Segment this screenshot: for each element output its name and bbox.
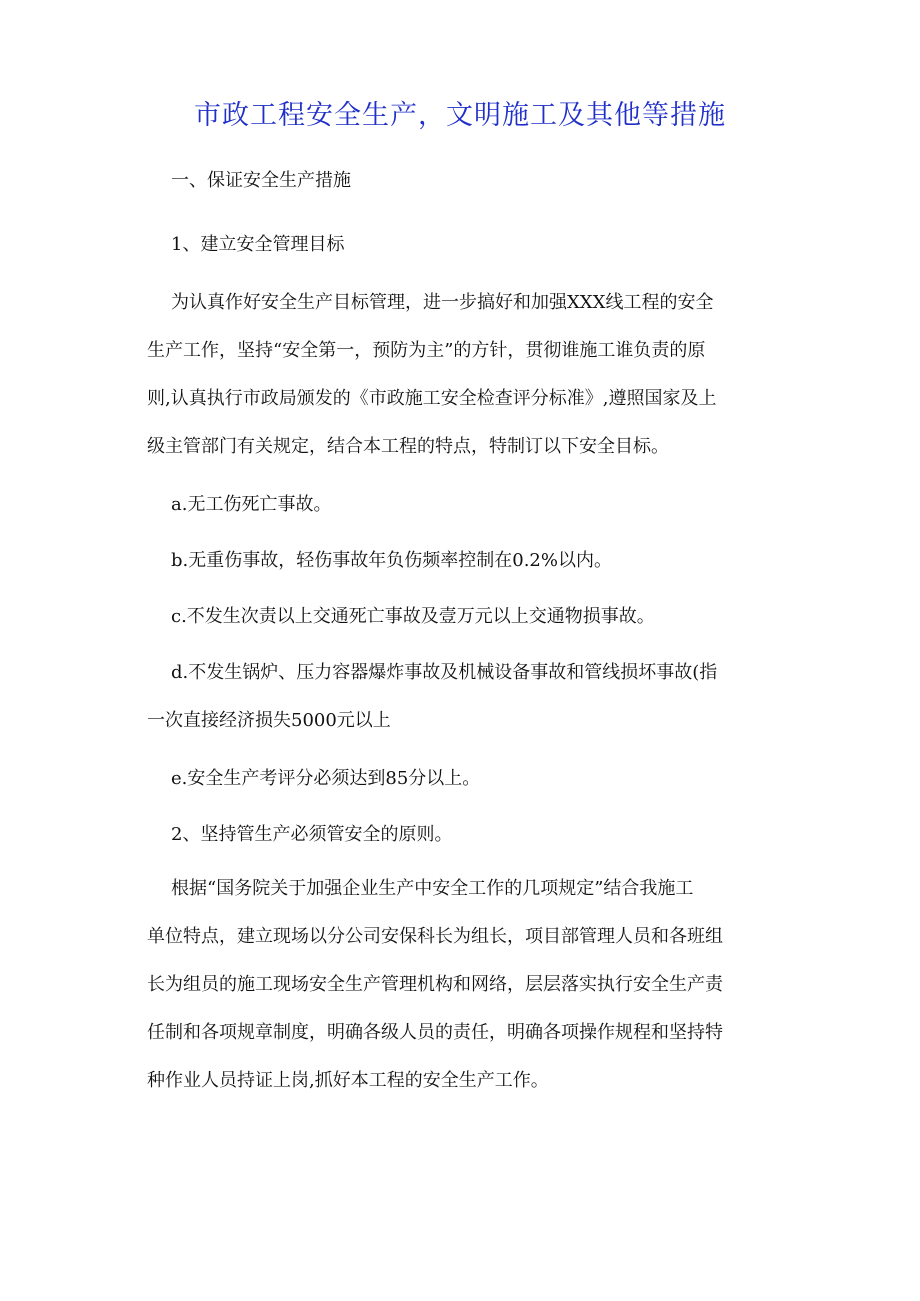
paragraph-line: 长为组员的施工现场安全生产管理机构和网络，层层落实执行安全生产责 xyxy=(147,974,723,995)
section-heading-1: 一、保证安全生产措施 xyxy=(171,170,351,191)
goal-item-e: e.安全生产考评分必须达到85分以上。 xyxy=(171,768,481,789)
paragraph-line: 级主管部门有关规定，结合本工程的特点，特制订以下安全目标。 xyxy=(147,436,669,457)
paragraph-line: 生产工作，坚持“安全第一，预防为主”的方针，贯彻谁施工谁负责的原 xyxy=(147,340,706,361)
paragraph-line: 则,认真执行市政局颁发的《市政施工安全检查评分标准》,遵照国家及上 xyxy=(147,388,717,409)
goal-item-a: a.无工伤死亡事故。 xyxy=(171,494,332,515)
paragraph-line: 根据“国务院关于加强企业生产中安全工作的几项规定”结合我施工 xyxy=(171,878,694,899)
paragraph-line: 任制和各项规章制度，明确各级人员的责任，明确各项操作规程和坚持特 xyxy=(147,1022,723,1043)
goal-item-c: c.不发生次责以上交通死亡事故及壹万元以上交通物损事故。 xyxy=(171,606,655,627)
paragraph-line: 单位特点，建立现场以分公司安保科长为组长，项目部管理人员和各班组 xyxy=(147,926,723,947)
subsection-heading-1-1: 1、建立安全管理目标 xyxy=(171,234,345,255)
goal-item-b: b.无重伤事故，轻伤事故年负伤频率控制在0.2%以内。 xyxy=(171,550,612,571)
paragraph-line: d.不发生锅炉、压力容器爆炸事故及机械设备事故和管线损坏事故(指 xyxy=(171,662,718,683)
paragraph-line: 种作业人员持证上岗,抓好本工程的安全生产工作。 xyxy=(147,1070,549,1091)
document-title: 市政工程安全生产，文明施工及其他等措施 xyxy=(194,100,726,131)
paragraph-line: 一次直接经济损失5000元以上 xyxy=(147,710,391,731)
subsection-heading-1-2: 2、坚持管生产必须管安全的原则。 xyxy=(171,824,453,845)
paragraph-line: 为认真作好安全生产目标管理，进一步搞好和加强XXX线工程的安全 xyxy=(171,292,714,313)
